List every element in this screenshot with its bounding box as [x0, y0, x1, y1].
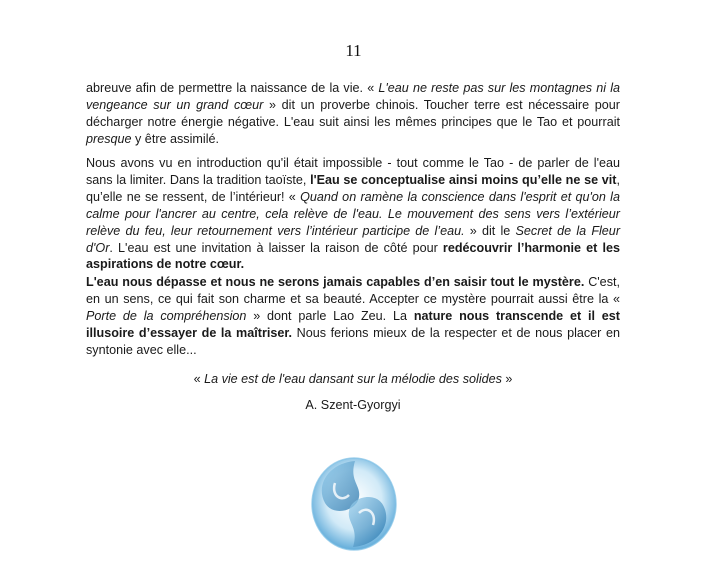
- p1-italic-1: L'eau ne reste pas sur les montagnes ni la vengeance sur un grand cœur: [86, 81, 620, 112]
- page-number: 11: [345, 41, 362, 60]
- p2-italic-2: Secret de la Fleur d'Or: [86, 223, 621, 255]
- p1-text-2: » dit un proverbe chinois. Toucher terre est nécessaire pour décharger notre énergie négative. L'eau suit ainsi les mêmes principes que le Tao et pourrait: [86, 97, 620, 129]
- p3-italic-1: Porte de la compréhension: [86, 308, 247, 323]
- paragraph-2: [86, 155, 620, 273]
- p2-text-2: , qu’elle ne se ressent, de l’intérieur! «: [86, 172, 620, 204]
- p1-text-3: y être assimilé.: [131, 131, 219, 146]
- quote-text: La vie est de l'eau dansant sur la mélodie des solides: [204, 372, 502, 386]
- p3-text-1: C'est, en un sens, ce qui fait son charme et sa beauté. Accepter ce mystère pourrait aussi être la «: [86, 275, 620, 306]
- quote-close: »: [501, 372, 513, 386]
- paragraph-1: [86, 80, 620, 148]
- p3-bold-2: nature nous transcende et il est illusoire d’essayer de la maîtriser.: [86, 308, 620, 340]
- p1-italic-2: presque: [86, 131, 132, 146]
- p2-bold-2: redécouvrir l’harmonie et les aspirations de notre cœur.: [86, 240, 620, 272]
- p2-italic-1: Quand on ramène la conscience dans l'esprit et qu'on la calme pour l'ancrer au centre, cela relève de l'eau. Le mouvement des sens vers l’extérieur relève du feu, leur retournement vers l’intérieur participe de l’eau.: [86, 189, 620, 238]
- p3-text-3: Nous ferions mieux de la respecter et de nous placer en syntonie avec elle...: [86, 325, 620, 357]
- p2-text-1: Nous avons vu en introduction qu'il était impossible - tout comme le Tao - de parler de l'eau sans la limiter. Dans la tradition taoïste,: [86, 156, 620, 187]
- p1-text-1: abreuve afin de permettre la naissance de la vie. «: [86, 81, 379, 95]
- quote-open: «: [193, 372, 205, 386]
- quote-author: A. Szent-Gyorgyi: [305, 398, 401, 412]
- p2-bold-1: l'Eau se conceptualise ainsi moins qu’elle ne se vit: [310, 172, 617, 187]
- paragraph-3: [86, 274, 620, 359]
- water-yin-yang-icon: [309, 455, 399, 553]
- p3-text-2: » dont parle Lao Zeu. La: [246, 308, 414, 323]
- p2-text-3: » dit le: [464, 223, 516, 238]
- p3-bold-1: L'eau nous dépasse et nous ne serons jamais capables d’en saisir tout le mystère.: [86, 275, 585, 289]
- p2-text-4: . L'eau est une invitation à laisser la raison de côté pour: [109, 240, 443, 255]
- epigraph-quote: [86, 371, 620, 388]
